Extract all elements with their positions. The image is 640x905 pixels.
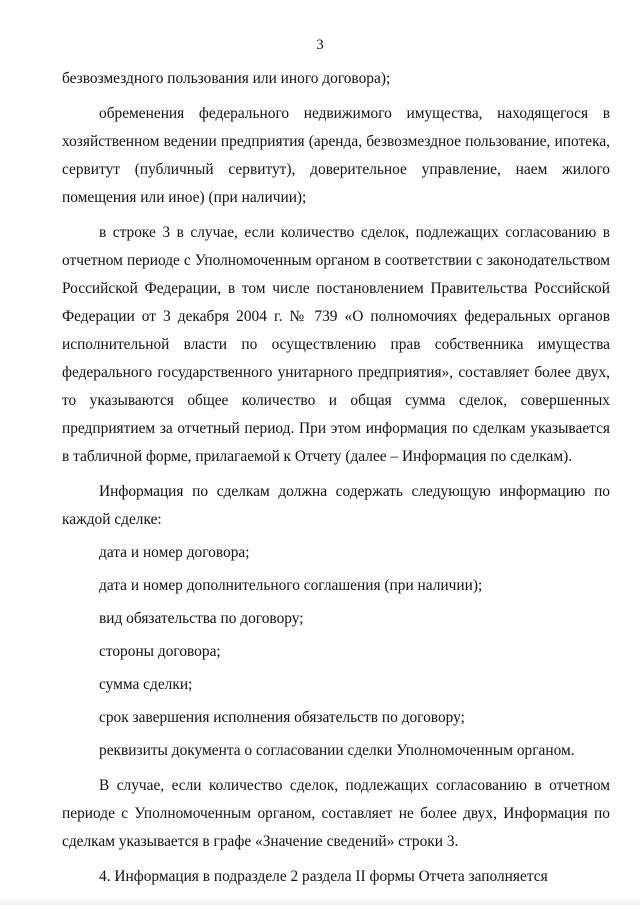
paragraph-row-3: в строке 3 в случае, если количество сделок, подлежащих согласованию в отчетном периоде с Уполномоченным органом в соответствии с законодательством Российской Федерации, в том числе постановлением Правительства Российской Федерации от 3 декабря 2004 г. № 739 «О полномочиях федеральных органов исполнительной власти по осуществлению прав собственника имущества федерального государственного унитарного предприятия», составляет более двух, то указываются общее количество и общая сумма сделок, совершенных предприятием за отчетный период. При этом информация по сделкам указывается в табличной форме, прилагаемой к Отчету (далее – Информация по сделкам). xyxy=(62,224,610,465)
document-body xyxy=(62,65,610,891)
list-item: сумма сделки; xyxy=(99,676,193,693)
scan-bottom-edge xyxy=(0,897,640,905)
paragraph-encumbrances: обременения федерального недвижимого имущества, находящегося в хозяйственном ведении предприятия (аренда, безвозмездное пользование, ипотека, сервитут (публичный сервитут), доверительное управление, наем жилого помещения или иное) (при наличии); xyxy=(62,105,610,206)
paragraph-continuation: безвозмездного пользования или иного договора); xyxy=(62,70,391,87)
deal-info-list xyxy=(62,539,610,765)
paragraph-deal-info: Информация по сделкам должна содержать следующую информацию по каждой сделке: xyxy=(62,483,610,528)
list-item: дата и номер дополнительного соглашения (при наличии); xyxy=(99,577,483,594)
paragraph-two-deals: В случае, если количество сделок, подлежащих согласованию в отчетном периоде с Уполномоченным органом, составляет не более двух, Информация по сделкам указывается в графе «Значение сведений» строки 3. xyxy=(62,777,610,850)
list-item: срок завершения исполнения обязательств по договору; xyxy=(99,709,465,726)
list-item: дата и номер договора; xyxy=(99,544,250,561)
page-number: 3 xyxy=(316,37,324,53)
list-item: реквизиты документа о согласовании сделки Уполномоченным органом. xyxy=(99,742,575,759)
list-item: стороны договора; xyxy=(99,643,221,660)
list-item: вид обязательства по договору; xyxy=(99,610,304,627)
paragraph-section-4: 4. Информация в подразделе 2 раздела II формы Отчета заполняется xyxy=(99,868,548,885)
